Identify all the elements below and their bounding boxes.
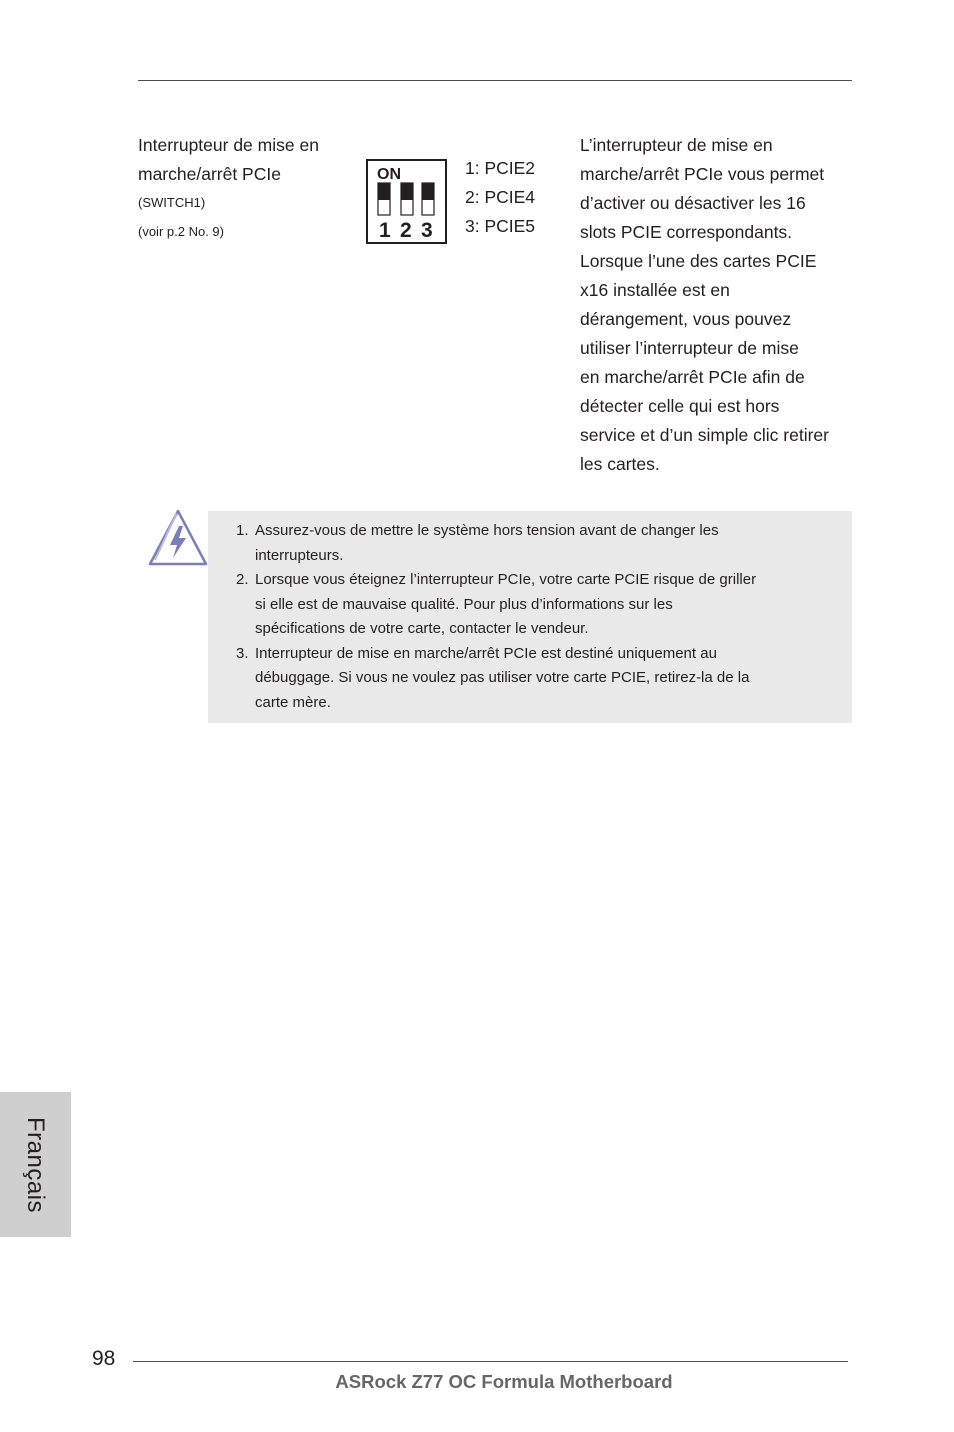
- warning-lightning-icon: [148, 508, 210, 568]
- note-item: [236, 642, 836, 716]
- dip-number-3: 3: [421, 219, 433, 242]
- description-line: les cartes.: [580, 454, 660, 474]
- pin-mapping-list: [465, 154, 535, 241]
- description-line: détecter celle qui est hors: [580, 396, 780, 416]
- note-line: carte mère.: [255, 693, 331, 711]
- description-line: marche/arrêt PCIe vous permet: [580, 164, 825, 184]
- description-line: slots PCIE correspondants.: [580, 222, 793, 242]
- note-number: 2.: [236, 571, 249, 588]
- pin-mapping-item: 3: PCIE5: [465, 216, 536, 236]
- dip-toggle-1: [378, 183, 390, 215]
- description-line: L’interrupteur de mise en: [580, 135, 773, 155]
- note-item: [236, 568, 836, 642]
- description-line: utiliser l’interrupteur de mise: [580, 338, 799, 358]
- description-line: d’activer ou désactiver les 16: [580, 193, 806, 213]
- dip-toggle-2: [401, 183, 413, 215]
- switch-title: Interrupteur de mise en marche/arrêt PCIe: [138, 135, 319, 184]
- note-line: si elle est de mauvaise qualité. Pour plus d’informations sur les: [255, 595, 673, 613]
- note-line: débuggage. Si vous ne voulez pas utiliser votre carte PCIE, retirez-la de la: [255, 669, 750, 686]
- note-line: Assurez-vous de mettre le système hors tension avant de changer les: [255, 522, 719, 539]
- note-line: Lorsque vous éteignez l’interrupteur PCIe, votre carte PCIE risque de griller: [255, 571, 757, 588]
- bottom-rule: [133, 1361, 848, 1362]
- switch-code: (SWITCH1): [138, 195, 206, 210]
- note-number: 3.: [236, 644, 249, 662]
- dip-number-2: 2: [400, 219, 412, 242]
- description-line: x16 installée est en: [580, 280, 730, 300]
- page-number: 98: [92, 1347, 116, 1370]
- language-side-tab: [0, 1092, 71, 1237]
- pin-mapping-item: 1: PCIE2: [465, 158, 536, 178]
- switch-page-ref: (voir p.2 No. 9): [138, 224, 224, 239]
- note-number: 1.: [236, 522, 249, 539]
- top-rule: [138, 80, 852, 81]
- description-line: Lorsque l’une des cartes PCIE: [580, 251, 817, 271]
- footer-product-name: ASRock Z77 OC Formula Motherboard: [335, 1371, 673, 1392]
- description-line: en marche/arrêt PCIe afin de: [580, 367, 805, 387]
- pin-mapping-item: 2: PCIE4: [465, 187, 536, 207]
- note-item: [236, 519, 836, 568]
- description-line: service et d’un simple clic retirer: [580, 425, 829, 445]
- note-line: Interrupteur de mise en marche/arrêt PCIe est destiné uniquement au: [255, 644, 717, 662]
- note-line: interrupteurs.: [255, 546, 344, 564]
- description-line: dérangement, vous pouvez: [580, 309, 792, 329]
- dip-switch-diagram: [366, 159, 447, 244]
- dip-on-label: ON: [377, 166, 401, 183]
- dip-toggle-3: [422, 183, 434, 215]
- language-tab-label: Français: [22, 1116, 49, 1214]
- note-line: spécifications de votre carte, contacter le vendeur.: [255, 620, 589, 637]
- notes-list: [236, 519, 836, 715]
- switch-description: [580, 131, 866, 479]
- dip-number-1: 1: [379, 219, 391, 242]
